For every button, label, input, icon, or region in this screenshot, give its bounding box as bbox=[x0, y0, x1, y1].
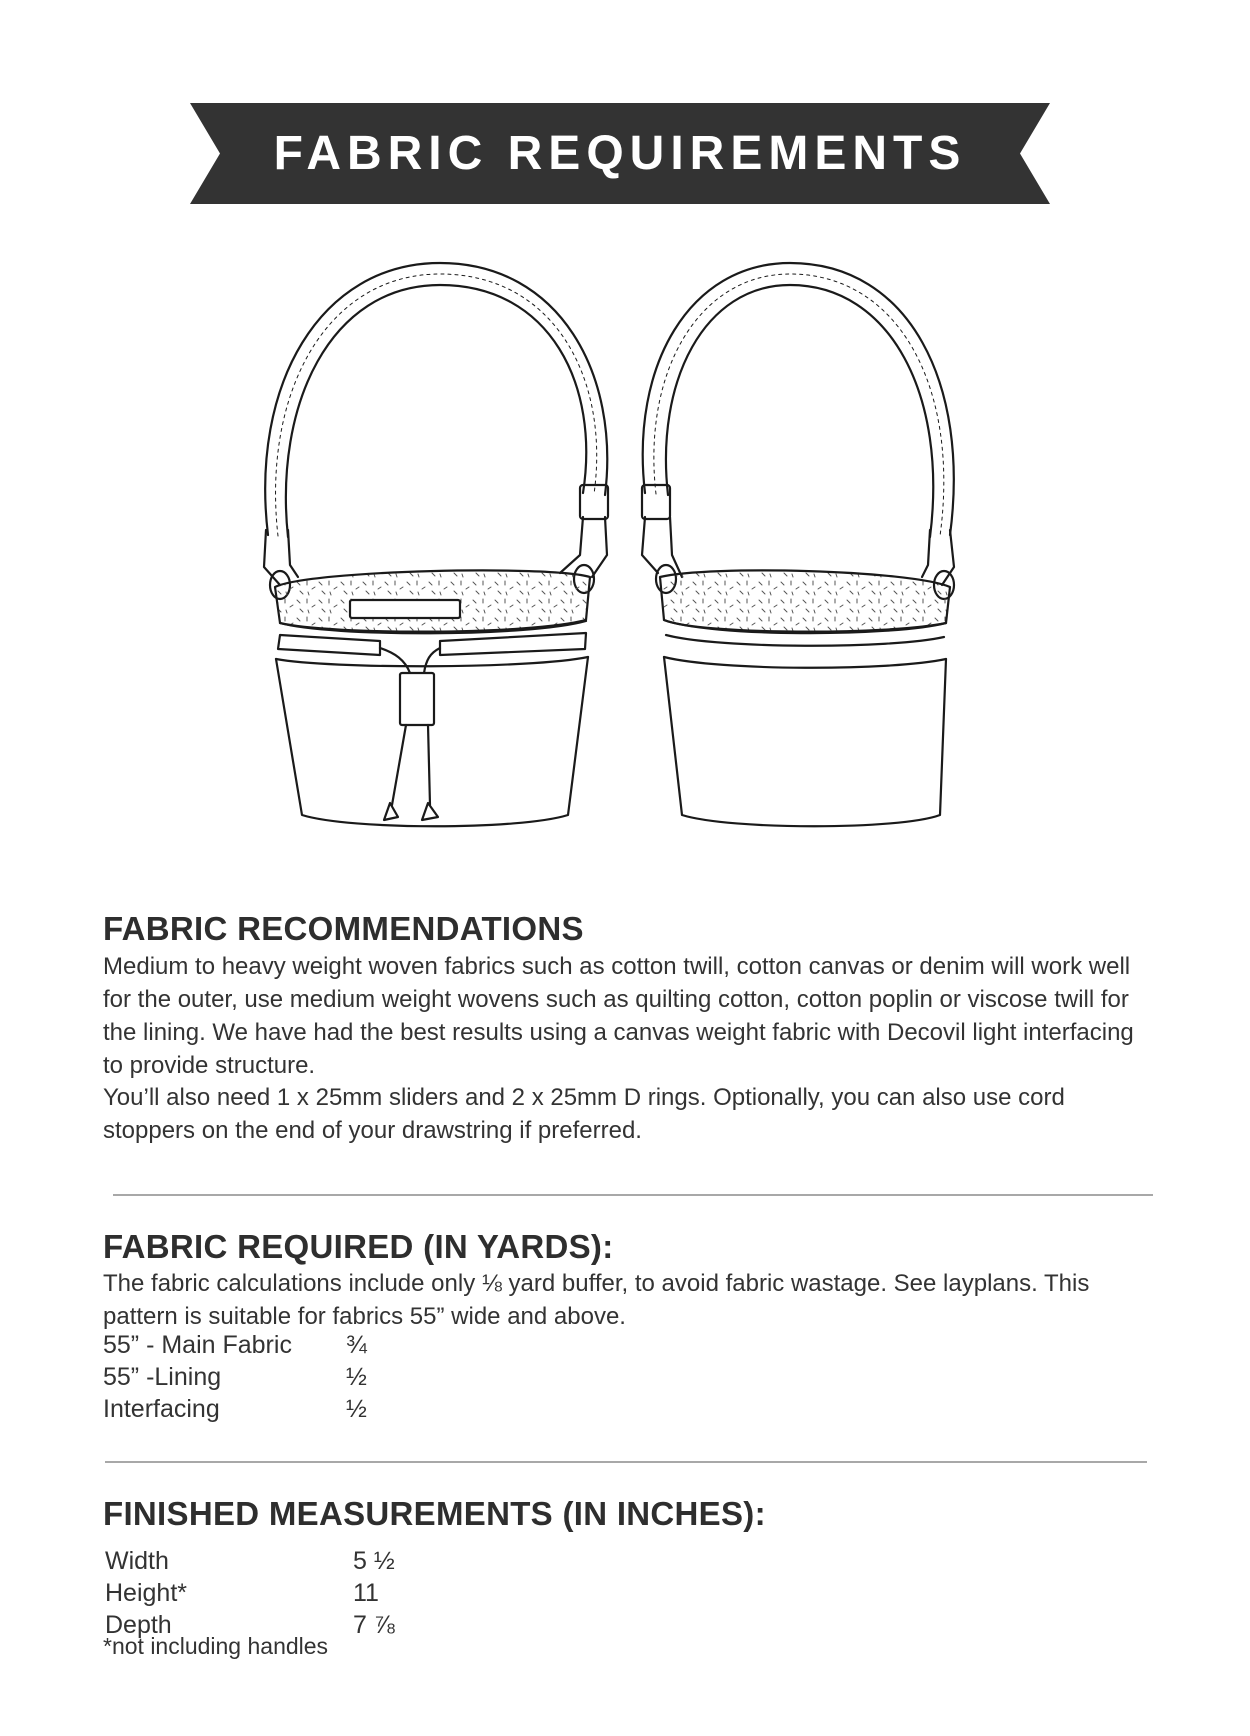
finished-measurements-heading: FINISHED MEASUREMENTS (IN INCHES): bbox=[103, 1495, 766, 1532]
fabric-required-value: ½ bbox=[346, 1363, 367, 1391]
divider-2 bbox=[105, 1461, 1147, 1463]
bag-illustration bbox=[250, 255, 1010, 845]
bag-back-view bbox=[642, 263, 954, 826]
divider-1 bbox=[113, 1194, 1153, 1196]
fabric-required-value: ¾ bbox=[346, 1331, 367, 1359]
fabric-required-value: ½ bbox=[346, 1395, 367, 1423]
fabric-required-label: Interfacing bbox=[103, 1395, 220, 1423]
measurement-label: Height* bbox=[105, 1579, 187, 1607]
measurement-value: 5 ½ bbox=[353, 1547, 395, 1575]
fabric-required-label: 55” - Main Fabric bbox=[103, 1331, 292, 1359]
fabric-required-intro: The fabric calculations include only ⅛ yard buffer, to avoid fabric wastage. See layplans. This pattern is suitable for fabrics 55” wide and above. bbox=[103, 1270, 1090, 1330]
measurement-label: Width bbox=[105, 1547, 169, 1575]
fabric-required-label: 55” -Lining bbox=[103, 1363, 222, 1391]
page-title: FABRIC REQUIREMENTS bbox=[273, 127, 967, 180]
measurement-value: 11 bbox=[353, 1579, 379, 1607]
fabric-required-row bbox=[103, 1329, 603, 1361]
measurement-row bbox=[105, 1577, 605, 1609]
measurement-label: Depth bbox=[105, 1611, 172, 1639]
recommendations-paragraph-1: Medium to heavy weight woven fabrics such as cotton twill, cotton canvas or denim will work well for the outer, use medium weight wovens such as quilting cotton, cotton poplin or viscose twill for the lining. We have had the best results using a canvas weight fabric with Decovil light interfacing to provide structure. bbox=[103, 953, 1134, 1079]
fabric-required-heading: FABRIC REQUIRED (IN YARDS): bbox=[103, 1228, 614, 1265]
finished-measurements-list bbox=[105, 1545, 605, 1641]
recommendations-heading: FABRIC RECOMMENDATIONS bbox=[103, 910, 584, 947]
fabric-required-list bbox=[103, 1329, 603, 1425]
measurement-value: 7 ⅞ bbox=[353, 1611, 395, 1639]
measurement-row bbox=[105, 1545, 605, 1577]
recommendations-paragraph-2: You’ll also need 1 x 25mm sliders and 2 x 25mm D rings. Optionally, you can also use cord stoppers on the end of your drawstring if preferred. bbox=[103, 1084, 1065, 1144]
bag-front-view bbox=[264, 263, 608, 826]
fabric-required-row bbox=[103, 1393, 603, 1425]
measurements-footnote: *not including handles bbox=[103, 1633, 329, 1659]
fabric-required-row bbox=[103, 1361, 603, 1393]
title-banner bbox=[190, 103, 1050, 204]
